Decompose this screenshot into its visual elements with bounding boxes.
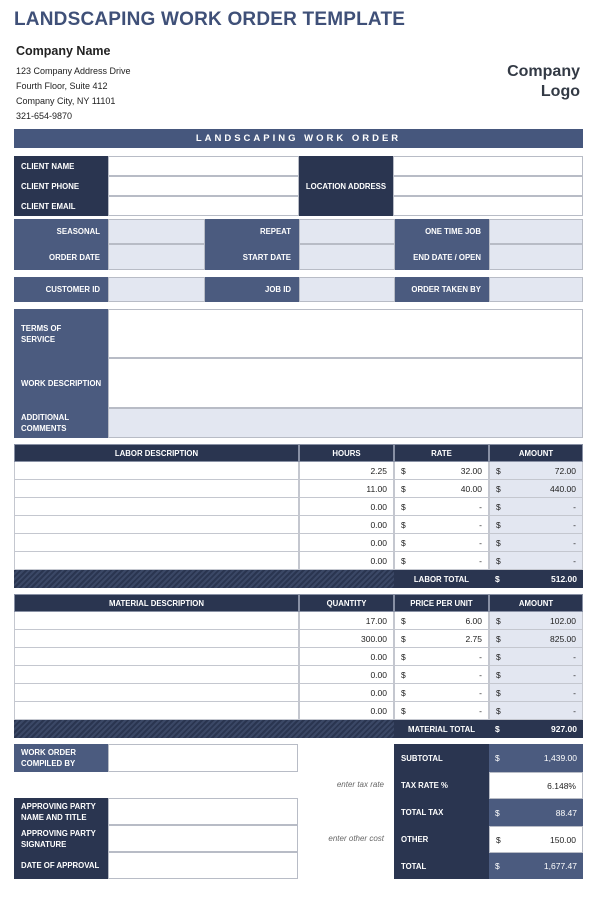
job-id-label: JOB ID [205,277,299,302]
currency-symbol: $ [496,519,501,530]
material-price-cell[interactable] [394,666,489,684]
material-qty-cell[interactable]: 300.00 [299,630,394,648]
address-line-3: Company City, NY 11101 [16,96,116,106]
material-price-cell[interactable] [394,612,489,630]
terms-of-service-label [14,309,108,358]
labor-description-cell[interactable] [14,516,299,534]
currency-symbol: $ [495,807,500,818]
material-qty-cell[interactable]: 17.00 [299,612,394,630]
labor-amount-value: - [573,501,576,512]
currency-symbol: $ [495,861,500,871]
currency-symbol: $ [496,537,501,548]
currency-symbol: $ [496,687,501,698]
compiled-label-line-2: COMPILED BY [21,759,76,768]
labor-rate-cell[interactable] [394,534,489,552]
currency-symbol: $ [401,519,406,530]
client-email-label: CLIENT EMAIL [14,196,108,216]
table-row [14,666,583,684]
additional-comments-input[interactable] [108,408,583,438]
material-description-cell[interactable] [14,612,299,630]
currency-symbol: $ [401,483,406,494]
additional-label-line-1: ADDITIONAL [21,413,70,422]
labor-amount-cell [489,552,583,570]
other-input[interactable] [489,826,583,853]
other-label: OTHER [394,826,489,853]
material-amount-cell [489,702,583,720]
currency-symbol: $ [401,501,406,512]
tax-rate-hint: enter tax rate [336,780,384,789]
logo-line-2: Logo [540,83,580,100]
logo-line-1: Company [507,63,580,80]
material-description-cell[interactable] [14,630,299,648]
material-description-cell[interactable] [14,702,299,720]
client-email-input[interactable] [108,196,299,216]
table-row [14,612,583,630]
material-amount-value: - [573,669,576,680]
labor-rate-cell[interactable] [394,480,489,498]
tax-rate-input[interactable] [489,772,583,799]
currency-symbol: $ [401,615,406,626]
labor-hours-cell[interactable]: 0.00 [299,516,394,534]
hours-header: HOURS [299,444,394,462]
client-name-label: CLIENT NAME [14,156,108,176]
additional-comments-label [14,408,108,438]
start-date-input[interactable] [299,244,395,270]
labor-total-value [489,570,583,588]
material-amount-header: AMOUNT [489,594,583,612]
material-price-cell[interactable] [394,684,489,702]
order-taken-by-label: ORDER TAKEN BY [395,277,489,302]
table-row [14,516,583,534]
seasonal-input[interactable] [108,219,205,244]
material-amount-value: - [573,687,576,698]
additional-label-line-2: COMMENTS [21,424,67,433]
currency-symbol: $ [401,669,406,680]
price-per-unit-header: PRICE PER UNIT [394,594,489,612]
labor-rate-value: 40.00 [460,483,482,494]
material-description-header: MATERIAL DESCRIPTION [14,594,299,612]
table-row [14,480,583,498]
material-qty-cell[interactable]: 0.00 [299,666,394,684]
other-cost-hint: enter other cost [328,834,384,843]
labor-amount-value: - [573,555,576,566]
table-row [14,534,583,552]
labor-amount-value: 72.00 [554,465,576,476]
seasonal-label: SEASONAL [14,219,108,244]
customer-id-label: CUSTOMER ID [14,277,108,302]
table-row [14,702,583,720]
table-row [14,684,583,702]
approving-name-label [14,798,108,825]
compiled-by-input[interactable] [108,744,298,772]
currency-symbol: $ [496,651,501,662]
approving-name-input[interactable] [108,798,298,825]
currency-symbol: $ [401,537,406,548]
labor-description-cell[interactable] [14,498,299,516]
address-line-2: Fourth Floor, Suite 412 [16,81,108,91]
labor-hours-cell[interactable]: 0.00 [299,498,394,516]
material-table [14,594,583,738]
work-description-label: WORK DESCRIPTION [14,358,108,408]
labor-description-cell[interactable] [14,480,299,498]
client-name-input[interactable] [108,156,299,176]
labor-total-row [14,570,583,588]
labor-amount-cell [489,534,583,552]
one-time-job-label: ONE TIME JOB [395,219,489,244]
labor-description-cell[interactable] [14,462,299,480]
labor-amount-cell [489,516,583,534]
quantity-header: QUANTITY [299,594,394,612]
approving-name-line-2: NAME AND TITLE [21,812,87,822]
currency-symbol: $ [495,574,500,584]
approving-sig-line-2: SIGNATURE [21,839,67,849]
address-line-1: 123 Company Address Drive [16,66,131,76]
table-row [14,498,583,516]
currency-symbol: $ [401,555,406,566]
order-taken-by-input[interactable] [489,277,583,302]
grand-total-amount: 1,677.47 [543,861,577,871]
subtotal-value [489,744,583,772]
approving-sig-line-1: APPROVING PARTY [21,828,96,838]
terms-label-line-1: TERMS OF [21,323,62,333]
labor-amount-value: - [573,519,576,530]
form-banner: LANDSCAPING WORK ORDER [14,129,583,148]
client-phone-input[interactable] [108,176,299,196]
labor-rate-cell[interactable] [394,516,489,534]
table-row [14,552,583,570]
material-price-value: 6.00 [465,615,482,626]
currency-symbol: $ [496,465,501,476]
subtotal-amount: 1,439.00 [543,753,577,763]
labor-rate-value: - [479,555,482,566]
material-amount-cell [489,666,583,684]
labor-header-row [14,444,583,462]
labor-description-cell[interactable] [14,552,299,570]
total-tax-label: TOTAL TAX [394,799,489,826]
company-logo [470,62,580,102]
job-id-input[interactable] [299,277,395,302]
repeat-label: REPEAT [205,219,299,244]
labor-amount-cell [489,498,583,516]
material-qty-cell[interactable]: 0.00 [299,648,394,666]
material-description-cell[interactable] [14,648,299,666]
location-address-input-2[interactable] [393,176,583,196]
table-row [14,630,583,648]
one-time-job-input[interactable] [489,219,583,244]
end-date-input[interactable] [489,244,583,270]
material-price-value: 2.75 [465,633,482,644]
material-amount-value: - [573,651,576,662]
location-address-input-3[interactable] [393,196,583,216]
currency-symbol: $ [401,465,406,476]
grand-total-label: TOTAL [394,853,489,879]
labor-amount-value: 440.00 [550,483,576,494]
currency-symbol: $ [401,705,406,716]
material-price-cell[interactable] [394,630,489,648]
labor-rate-value: - [479,537,482,548]
labor-total-filler [14,570,394,588]
currency-symbol: $ [496,555,501,566]
material-price-value: - [479,651,482,662]
material-amount-cell [489,612,583,630]
customer-id-input[interactable] [108,277,205,302]
material-amount-value: - [573,705,576,716]
labor-amount-value: - [573,537,576,548]
end-date-label: END DATE / OPEN [395,244,489,270]
labor-hours-cell[interactable]: 2.25 [299,462,394,480]
labor-rate-cell[interactable] [394,498,489,516]
location-address-input-1[interactable] [393,156,583,176]
material-amount-cell [489,684,583,702]
material-price-cell[interactable] [394,648,489,666]
labor-description-header: LABOR DESCRIPTION [14,444,299,462]
location-address-label: LOCATION ADDRESS [299,156,393,216]
subtotal-label: SUBTOTAL [394,744,489,772]
labor-rate-cell[interactable] [394,462,489,480]
material-amount-value: 102.00 [550,615,576,626]
labor-rate-value: - [479,519,482,530]
currency-symbol: $ [495,724,500,734]
work-description-input[interactable] [108,358,583,408]
date-of-approval-input[interactable] [108,852,298,879]
material-total-amount: 927.00 [551,724,577,734]
labor-description-cell[interactable] [14,534,299,552]
currency-symbol: $ [495,753,500,763]
total-tax-amount: 88.47 [555,807,577,818]
total-tax-value [489,799,583,826]
client-phone-label: CLIENT PHONE [14,176,108,196]
order-date-input[interactable] [108,244,205,270]
labor-hours-cell[interactable]: 0.00 [299,534,394,552]
tax-rate-label: TAX RATE % [394,772,489,799]
material-amount-value: 825.00 [550,633,576,644]
currency-symbol: $ [496,633,501,644]
labor-rate-value: 32.00 [460,465,482,476]
labor-table [14,444,583,588]
labor-amount-cell [489,480,583,498]
material-qty-cell[interactable]: 0.00 [299,684,394,702]
labor-total-amount: 512.00 [551,574,577,584]
approving-signature-label [14,825,108,852]
currency-symbol: $ [496,669,501,680]
material-price-value: - [479,669,482,680]
approving-name-line-1: APPROVING PARTY [21,801,96,811]
material-price-cell[interactable] [394,702,489,720]
date-of-approval-label: DATE OF APPROVAL [14,852,108,879]
material-total-row [14,720,583,738]
table-row [14,462,583,480]
labor-hours-cell[interactable]: 0.00 [299,552,394,570]
currency-symbol: $ [496,834,501,845]
labor-hours-cell[interactable]: 11.00 [299,480,394,498]
company-phone: 321-654-9870 [16,111,73,121]
material-price-value: - [479,687,482,698]
currency-symbol: $ [496,615,501,626]
compiled-by-label [14,744,108,772]
material-total-filler [14,720,394,738]
table-row [14,648,583,666]
currency-symbol: $ [496,501,501,512]
material-description-cell[interactable] [14,666,299,684]
start-date-label: START DATE [205,244,299,270]
material-total-value [489,720,583,738]
material-description-cell[interactable] [14,684,299,702]
currency-symbol: $ [401,687,406,698]
labor-rate-cell[interactable] [394,552,489,570]
terms-of-service-input[interactable] [108,309,583,358]
material-amount-cell [489,648,583,666]
currency-symbol: $ [496,483,501,494]
grand-total-value [489,853,583,879]
approving-signature-input[interactable] [108,825,298,852]
page-title: LANDSCAPING WORK ORDER TEMPLATE [14,9,406,30]
other-amount: 150.00 [550,834,576,845]
material-total-label: MATERIAL TOTAL [394,720,489,738]
amount-header: AMOUNT [489,444,583,462]
material-price-value: - [479,705,482,716]
currency-symbol: $ [401,651,406,662]
labor-total-label: LABOR TOTAL [394,570,489,588]
rate-header: RATE [394,444,489,462]
material-header-row [14,594,583,612]
labor-amount-cell [489,462,583,480]
material-amount-cell [489,630,583,648]
currency-symbol: $ [401,633,406,644]
compiled-label-line-1: WORK ORDER [21,748,77,757]
company-name: Company Name [16,44,111,58]
currency-symbol: $ [496,705,501,716]
labor-rate-value: - [479,501,482,512]
order-date-label: ORDER DATE [14,244,108,270]
material-qty-cell[interactable]: 0.00 [299,702,394,720]
tax-rate-value: 6.148% [547,780,576,791]
repeat-input[interactable] [299,219,395,244]
terms-label-line-2: SERVICE [21,334,56,344]
